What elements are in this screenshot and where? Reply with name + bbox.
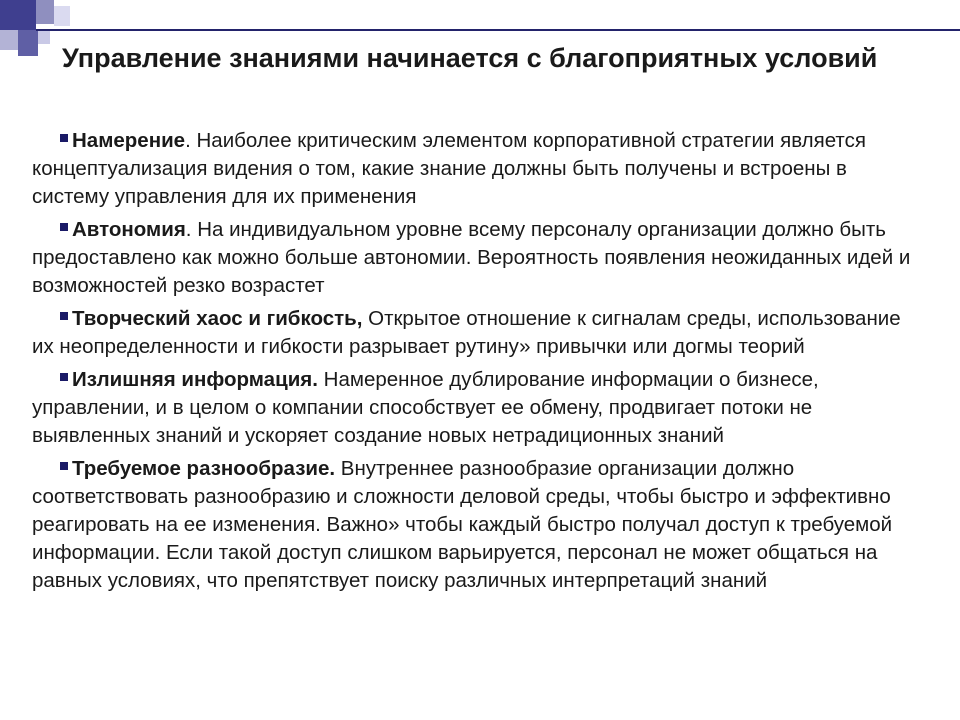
square-bullet-icon [60, 134, 68, 142]
item-term: Автономия [72, 218, 186, 241]
item-text: Намеренное дублирование информации о бизнесе, управлении, и в целом о компании способствует ее обмену, продвигает потоки не выявленных знаний и ускоряет создание новых нетрадиционных знаний [32, 368, 819, 447]
bullet-list [32, 127, 912, 600]
slide-title: Управление знаниями начинается с благоприятных условий [62, 43, 878, 73]
square-bullet-icon [60, 312, 68, 320]
decorative-square [0, 30, 18, 50]
item-term: Намерение [72, 129, 186, 152]
decorative-square [36, 0, 54, 24]
square-bullet-icon [60, 373, 68, 381]
decorative-square [54, 6, 70, 26]
list-item [32, 455, 912, 595]
decorative-square [0, 0, 36, 30]
item-text: . На индивидуальном уровне всему персоналу организации должно быть предоставлено как можно больше автономии. Вероятность появления неожиданных идей и возможностей резко возрастет [32, 218, 911, 297]
item-text: . Наиболее критическим элементом корпоративной стратегии является концептуализация видения о том, какие знание должны быть получены и встроены в систему управления для их применения [32, 129, 866, 208]
list-item [32, 127, 912, 211]
square-bullet-icon [60, 462, 68, 470]
item-term: Требуемое разнообразие. [72, 457, 336, 480]
square-bullet-icon [60, 223, 68, 231]
list-item [32, 216, 912, 300]
item-term: Излишняя информация. [72, 368, 318, 391]
decorative-square [18, 30, 38, 56]
list-item [32, 366, 912, 450]
item-term: Творческий хаос и гибкость, [72, 307, 363, 330]
item-text: Открытое отношение к сигналам среды, использование их неопределенности и гибкости разрывает рутину» привычки или догмы теорий [32, 307, 901, 358]
list-item [32, 305, 912, 361]
item-text: Внутреннее разнообразие организации должно соответствовать разнообразию и сложности деловой среды, чтобы быстро и эффективно реагировать на ее изменения. Важно» чтобы каждый быстро получал доступ к требуемой информации. Если такой доступ слишком варьируется, персонал не может общаться на равных условиях, что препятствует поиску различных интерпретаций знаний [32, 457, 893, 592]
top-divider [36, 29, 960, 31]
decorative-square [38, 30, 50, 44]
